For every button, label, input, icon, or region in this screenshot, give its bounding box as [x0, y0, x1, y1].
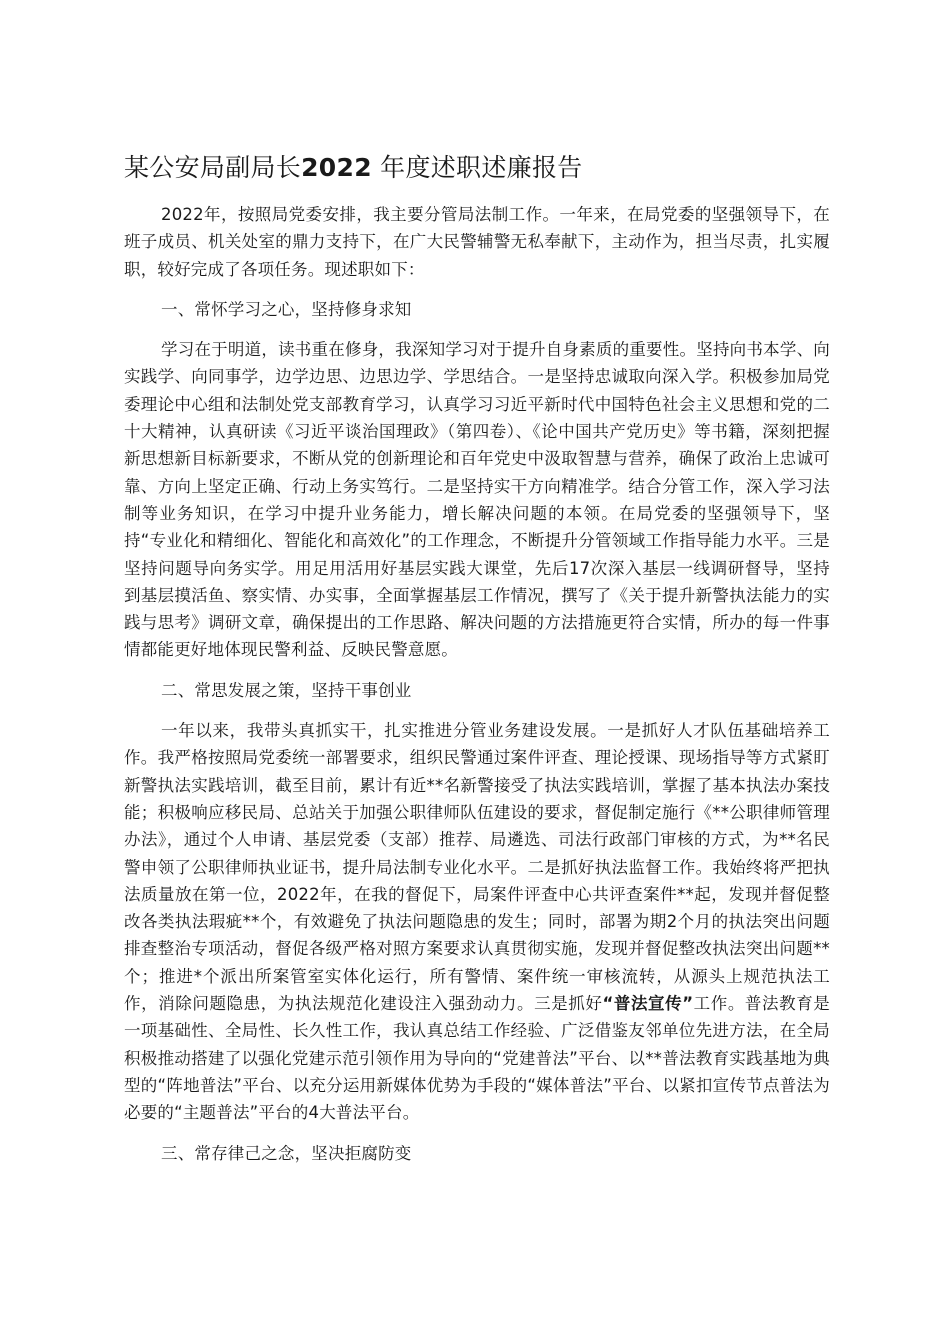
intro-paragraph: 2022年，按照局党委安排，我主要分管局法制工作。一年来，在局党委的坚强领导下，在班子成员、机关处室的鼎力支持下，在广大民警辅警无私奉献下，主动作为，担当尽责，扎实履职，较好完成了各项任务。现述职如下： [124, 205, 830, 279]
section-2-body [124, 717, 830, 1126]
section-1-body: 学习在于明道，读书重在修身，我深知学习对于提升自身素质的重要性。坚持向书本学、向实践学、向同事学，边学边思、边思边学、学思结合。一是坚持忠诚取向深入学。积极参加局党委理论中心组和法制处党支部教育学习，认真学习习近平新时代中国特色社会主义思想和党的二十大精神，认真研读《习近平谈治国理政》（第四卷）、《论中国共产党历史》等书籍，深刻把握新思想新目标新要求，不断从党的创新理论和百年党史中汲取智慧与营养，确保了政治上忠诚可靠、方向上坚定正确、行动上务实笃行。二是坚持实干方向精准学。结合分管工作，深入学习法制等业务知识，在学习中提升业务能力，增长解决问题的本领。在局党委的坚强领导下，坚持“专业化和精细化、智能化和高效化”的工作理念，不断提升分管领域工作指导能力水平。三是坚持问题导向务实学。用足用活用好基层实践大课堂，先后17次深入基层一线调研督导，坚持到基层摸活鱼、察实情、办实事，全面掌握基层工作情况，撰写了《关于提升新警执法能力的实践与思考》调研文章，确保提出的工作思路、解决问题的方法措施更符合实情，所办的每一件事情都能更好地体现民警利益、反映民警意愿。 [124, 340, 830, 660]
section-2-heading: 二、常思发展之策，坚持干事创业 [161, 680, 412, 700]
section-2-body-part-2: 工作。普法教育是一项基础性、全局性、长久性工作，我认真总结工作经验、广泛借鉴友邻单位先进方法，在全局积极推动搭建了以强化党建示范引领作用为导向的“党建普法”平台、以**普法教育实践基地为典型的“阵地普法”平台、以充分运用新媒体优势为手段的“媒体普法”平台、以紧扣宣传节点普法为必要的“主题普法”平台的4大普法平台。 [124, 994, 830, 1123]
section-3-heading: 三、常存律己之念，坚决拒腐防变 [161, 1143, 412, 1163]
document-page [124, 150, 830, 1180]
title-year: 2022 [301, 153, 372, 182]
title-prefix: 某公安局副局长 [124, 153, 302, 182]
section-2-body-part-1: 一年以来，我带头真抓实干，扎实推进分管业务建设发展。一是抓好人才队伍基础培养工作。我严格按照局党委统一部署要求，组织民警通过案件评查、理论授课、现场指导等方式紧盯新警执法实践培训，截至目前，累计有近**名新警接受了执法实践培训，掌握了基本执法办案技能；积极响应移民局、总站关于加强公职律师队伍建设的要求，督促制定施行《**公职律师管理办法》，通过个人申请、基层党委（支部）推荐、局遴选、司法行政部门审核的方式，为**名民警申领了公职律师执业证书，提升局法制专业化水平。二是抓好执法监督工作。我始终将严把执法质量放在第一位，2022年，在我的督促下，局案件评查中心共评查案件**起，发现并督促整改各类执法瑕疵**个，有效避免了执法问题隐患的发生；同时，部署为期2个月的执法突出问题排查整治专项活动，督促各级严格对照方案要求认真贯彻实施，发现并督促整改执法突出问题**个；推进*个派出所案管室实体化运行，所有警情、案件统一审核流转，从源头上规范执法工作，消除问题隐患，为执法规范化建设注入强劲动力。三是抓好 [124, 721, 830, 1014]
document-title [124, 150, 830, 186]
title-suffix: 年度述职述廉报告 [380, 153, 583, 182]
section-2-body-bold: “普法宣传” [602, 994, 694, 1014]
section-1-heading: 一、常怀学习之心，坚持修身求知 [161, 299, 412, 319]
